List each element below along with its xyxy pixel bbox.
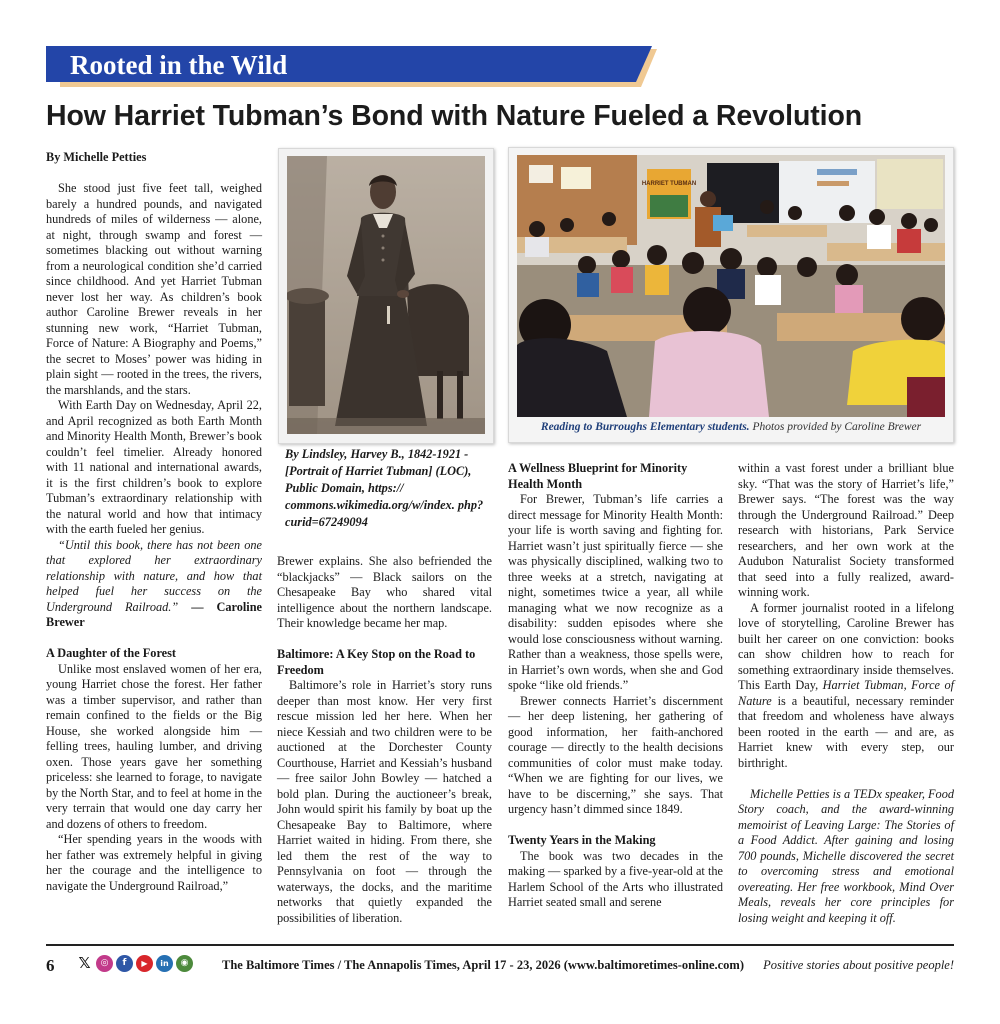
article-column-1 — [46, 150, 262, 894]
classroom-caption — [515, 421, 947, 433]
classroom-photo — [508, 147, 954, 443]
article-headline: How Harriet Tubman’s Bond with Nature Fueled a Revolution — [46, 100, 863, 132]
article-column-3 — [508, 461, 723, 911]
article-paragraph: With Earth Day on Wednesday, April 22, and April recognized as both Earth Month and Minority Health Month, Brewer’s book couldn’t feel timelier. Already honored with 11 national and international awards, it is the first children’s book to explore Tubman’s extraordinary relationship with the natural world and how that intimacy with the earth fueled her genius. — [46, 398, 262, 536]
subhead-daughter-of-forest: A Daughter of the Forest — [46, 646, 177, 660]
article-paragraph: within a vast forest under a brilliant blue sky. “That was the story of Harriet’s life,” Brewer says. “The forest was the way through the Underground Railroad.” Deep research with historians, Park Service researchers, and her own work at the Audubon Naturalist Society transformed that seed into a fully realized, award-winning work. — [738, 461, 954, 599]
article-paragraph: Baltimore’s role in Harriet’s story runs deeper than most know. Her very first rescue mission led her here. When her niece Kessiah and two children were to be auctioned at the Dorchester County Courthouse, Harriet and Kessiah’s husband — free sailor John Bowley — hatched a bold plan. During the auctioneer’s break, John would spirit his family by boat up the Chesapeake Bay to Baltimore, where Harriet waited in hiding. From there, she led them the rest of the way to Pennsylvania on foot — through the waterways, the docks, and the maritime networks that quietly expanded the possibilities of liberation. — [277, 678, 492, 925]
pull-quote — [46, 538, 262, 631]
article-column-4 — [738, 461, 954, 926]
photo-credit: Photos provided by Caroline Brewer — [752, 421, 922, 433]
x-icon[interactable]: 𝕏 — [76, 955, 93, 972]
publication-info: The Baltimore Times / The Annapolis Times, April 17 - 23, 2026 (www.baltimoretimes-online.com) — [222, 958, 745, 972]
linkedin-icon[interactable]: in — [156, 955, 173, 972]
page-number: 6 — [46, 956, 55, 975]
classroom-reading-image — [517, 155, 945, 417]
youtube-icon[interactable]: ▶ — [136, 955, 153, 972]
paragraph-text: A former journalist rooted in a lifelong love of storytelling, Caroline Brewer has built her career on one conviction: books can show children how to reach for something extraordinary inside themselves. This Earth Day, — [738, 600, 954, 692]
quote-attribution: — Caroline Brewer — [46, 599, 263, 629]
article-paragraph: Brewer connects Harriet’s discernment — her deep listening, her gathering of good information, her faith-anchored courage — directly to the health decisions communities of color must make today. “When we are fighting for our lives, we have to be discerning,” she says. That urgency hasn’t dimmed since 1849. — [508, 693, 723, 816]
byline: By Michelle Petties — [46, 150, 147, 164]
portrait-photo — [278, 148, 494, 444]
subhead-baltimore: Baltimore: A Key Stop on the Road to Freedom — [277, 647, 476, 677]
article-paragraph: For Brewer, Tubman’s life carries a direct message for Minority Health Month: your life is worth saving and fighting for. Harriet wasn’t just spiritually fierce — she was physically disciplined, walking two to three weeks at a stretch, navigating at night, sometimes twice a year, all while managing what we now recognize as a disability: sudden episodes where she would lose consciousness without warning. Rather than a weakness, those spells were, in Harriet’s own words, when she and God spoke “like old friends.” — [508, 492, 723, 692]
article-paragraph: She stood just five feet tall, weighed barely a hundred pounds, and navigated hundreds of miles of wilderness — alone, at night, through swamp and forest — sometimes blacking out without warning from a neurological condition she’d carried since childhood. And yet Harriet Tubman never lost her way. As children’s book author Caroline Brewer reveals in her stunning new work, “Harriet Tubman, Force of Nature: A Biography and Poems,” the secret to Moses’ power was hiding in plain sight — rooted in the trees, the rivers, the marshlands, and the stars. — [46, 181, 262, 397]
paragraph-text: is a beautiful, necessary reminder that freedom and wholeness have always been rooted in the earth — and are, as Harriet knew with every step, our birthright. — [738, 693, 954, 770]
book-cover-title: HARRIET TUBMAN — [641, 181, 697, 187]
author-bio: Michelle Petties is a TEDx speaker, Food Story coach, and the award-winning memoirist of Leaving Large: The Stories of a Food Addict. After gaining and losing 700 pounds, Michelle discovered the secret to overcoming stress and emotional overeating. Her free workbook, Mind Over Meals, reveals her core principles for losing weight and keeping it off. — [738, 786, 954, 925]
facebook-icon[interactable]: f — [116, 955, 133, 972]
article-paragraph: Brewer explains. She also befriended the “blackjacks” — Black sailors on the Chesapeake Bay who shared vital intelligence about the northern landscape. Their knowledge became her map. — [277, 554, 492, 630]
article-paragraph: “Her spending years in the woods with her father was extremely helpful in giving her the courage and the intelligence to navigate the Underground Railroad,” — [46, 832, 262, 893]
book-title: Harriet Tubman, Force of Nature — [738, 678, 955, 708]
quote-text: “Until this book, there has not been one that explored her extraordinary relationship with nature, and how that helped fuel her success on the Underground Railroad.” — [46, 537, 262, 614]
rss-icon[interactable]: ◉ — [176, 955, 193, 972]
subhead-twenty-years: Twenty Years in the Making — [508, 833, 656, 847]
section-banner — [46, 46, 656, 86]
article-paragraph — [738, 601, 954, 772]
subhead-wellness-blueprint: A Wellness Blueprint for Minority Health Month — [508, 461, 688, 491]
article-column-2 — [277, 554, 492, 926]
instagram-icon[interactable]: ◎ — [96, 955, 113, 972]
article-paragraph: Unlike most enslaved women of her era, young Harriet chose the forest. Her father was a timber supervisor, and rather than remain confined to the fields or the Big House, she worked alongside him — felling trees, hauling lumber, and driving oxen. Those years gave her something priceless: she learned to forage, to navigate by the North Star, and to feel at home in the very terrain that would one day carry her and dozens of others to freedom. — [46, 661, 262, 831]
portrait-caption: By Lindsley, Harvey B., 1842-1921 - [Portrait of Harriet Tubman] (LOC), Public Domain, https:// commons.wikimedia.org/w/index. php?curid=67249094 — [285, 447, 484, 529]
caption-main: Reading to Burroughs Elementary students. — [540, 421, 750, 433]
tagline: Positive stories about positive people! — [763, 958, 954, 972]
harriet-tubman-portrait-image — [287, 156, 485, 434]
article-paragraph: The book was two decades in the making — sparked by a five-year-old at the Harlem School of the Arts who illustrated Harriet seated small and serene — [508, 848, 723, 909]
section-title: Rooted in the Wild — [70, 50, 288, 80]
footer-rule — [46, 944, 954, 946]
